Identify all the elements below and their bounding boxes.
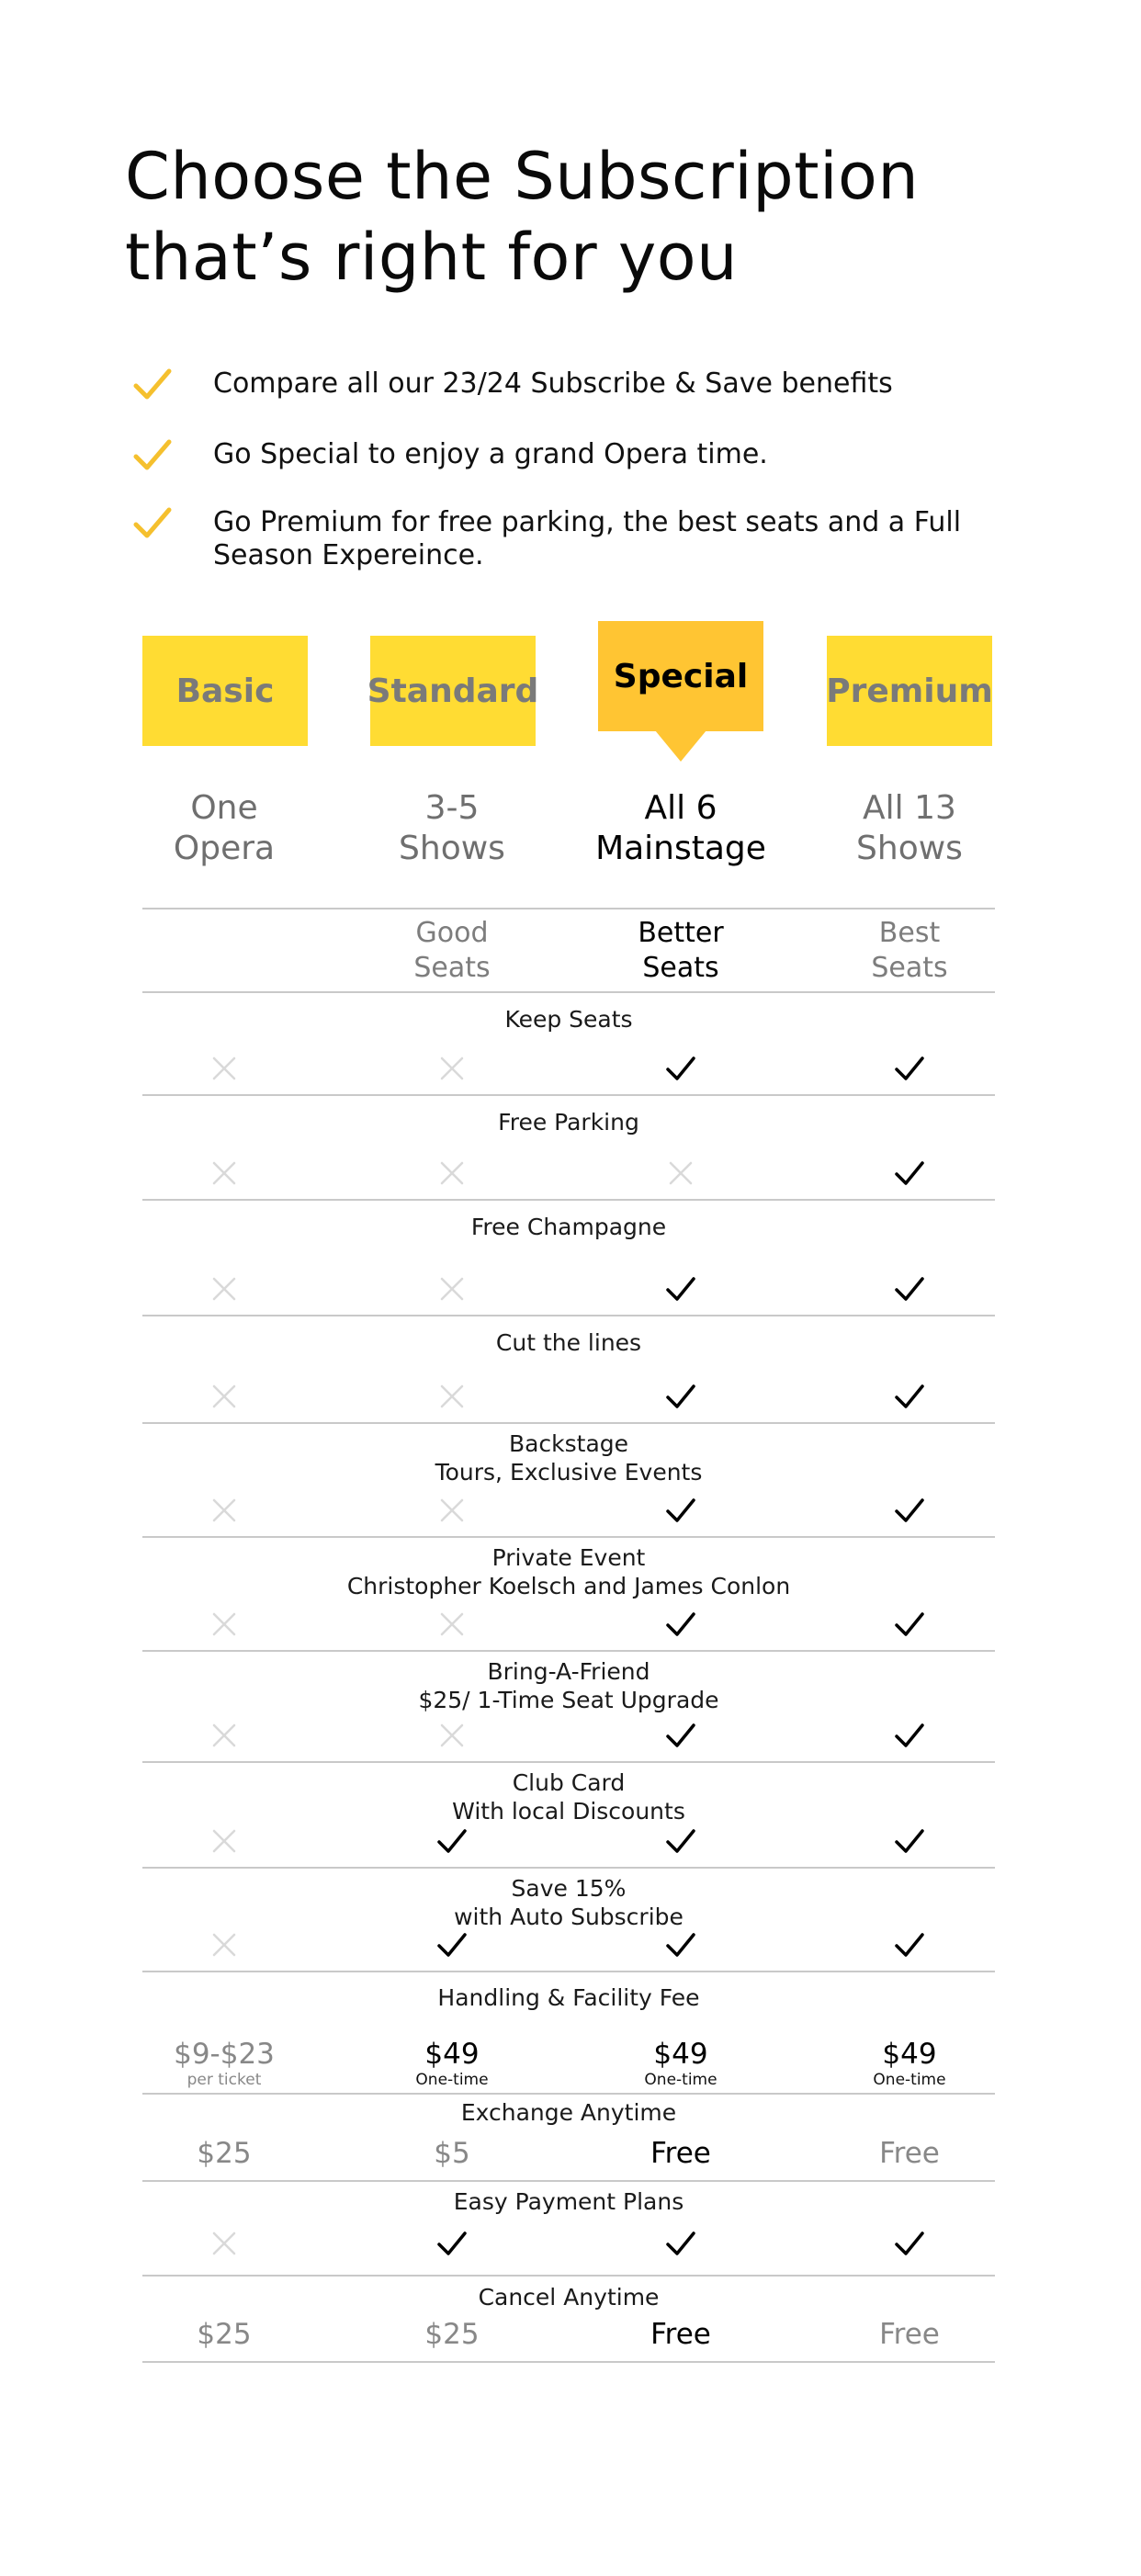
seats-line: Good [415, 917, 489, 949]
cancel-value-special: Free [650, 2318, 711, 2351]
check-icon [662, 1492, 699, 1529]
plan-subtitle-line: 3-5 [424, 789, 480, 827]
feature-label-line: Cut the lines [495, 1329, 642, 1356]
x-icon [206, 1823, 243, 1859]
check-icon [662, 1926, 699, 1963]
check-icon [891, 1492, 928, 1529]
plan-subtitle-basic [109, 788, 339, 869]
x-icon [206, 1717, 243, 1754]
plan-subtitle-line: Opera [173, 830, 276, 867]
exchange-value-standard: $5 [434, 2137, 470, 2170]
feature-label-line: Club Card [512, 1769, 626, 1796]
feature-label [142, 1005, 995, 1034]
plan-tab-label: Special [613, 657, 749, 695]
plan-tab-label: Basic [175, 672, 275, 710]
feature-label-payment [142, 2187, 995, 2216]
check-icon [132, 436, 173, 477]
check-icon [662, 1271, 699, 1307]
x-icon [434, 1606, 470, 1643]
check-icon [891, 1717, 928, 1754]
price-amount: $49 [882, 2038, 937, 2071]
x-icon [206, 1606, 243, 1643]
feature-label-line: Backstage [508, 1430, 629, 1457]
plan-subtitle-line: All 6 [644, 789, 717, 827]
divider [142, 1199, 995, 1201]
feature-label-line: Tours, Exclusive Events [435, 1459, 703, 1486]
check-icon [891, 1155, 928, 1192]
price-note: One-time [644, 2071, 717, 2089]
check-icon [434, 1823, 470, 1859]
benefits-list [125, 367, 1007, 610]
check-icon [662, 2225, 699, 2262]
feature-label-line: Keep Seats [504, 1006, 633, 1033]
feature-label-line: Cancel Anytime [478, 2284, 660, 2310]
exchange-value-special: Free [650, 2137, 711, 2170]
check-icon [662, 1606, 699, 1643]
feature-label [142, 1108, 995, 1136]
check-icon [891, 1378, 928, 1415]
divider [142, 991, 995, 993]
feature-label-line: Easy Payment Plans [453, 2188, 684, 2215]
x-icon [434, 1155, 470, 1192]
x-icon [206, 1378, 243, 1415]
seats-premium [795, 916, 1024, 986]
feature-label-line: Handling & Facility Fee [437, 1984, 700, 2011]
check-icon [891, 1926, 928, 1963]
price-amount: $49 [424, 2038, 480, 2071]
feature-label-line: Free Champagne [470, 1214, 667, 1240]
feature-label [142, 1768, 995, 1825]
feature-label-exchange [142, 2098, 995, 2127]
x-icon [206, 1926, 243, 1963]
check-icon [434, 1926, 470, 1963]
page-title-line-1: Choose the Subscription [125, 139, 920, 214]
selected-plan-pointer [655, 730, 706, 762]
plan-tab-basic[interactable] [142, 636, 308, 746]
plan-subtitle-standard [337, 788, 567, 869]
feature-label-line: $25/ 1-Time Seat Upgrade [418, 1687, 719, 1713]
feature-label [142, 1429, 995, 1486]
plan-tab-premium[interactable] [827, 636, 992, 746]
plan-tab-special[interactable] [598, 621, 763, 731]
price-amount: $9-$23 [174, 2038, 275, 2071]
feature-label-handling [142, 1983, 995, 2012]
benefit-item [125, 367, 1007, 401]
check-icon [662, 1823, 699, 1859]
cancel-value-basic: $25 [197, 2318, 252, 2351]
cancel-value-standard: $25 [424, 2318, 480, 2351]
divider [142, 1867, 995, 1869]
benefit-text: Go Special to enjoy a grand Opera time. [213, 438, 768, 470]
feature-label-line: Exchange Anytime [460, 2099, 677, 2126]
check-icon [132, 366, 173, 406]
x-icon [434, 1050, 470, 1087]
divider [142, 2275, 995, 2277]
seats-line: Seats [413, 952, 491, 984]
page-title [125, 136, 1044, 298]
feature-label-line: Free Parking [498, 1109, 639, 1135]
divider [142, 1422, 995, 1424]
check-icon [434, 2225, 470, 2262]
x-icon [434, 1271, 470, 1307]
check-icon [132, 504, 173, 545]
check-icon [891, 1823, 928, 1859]
plan-subtitle-line: One [190, 789, 258, 827]
plan-tab-label: Premium [826, 672, 993, 710]
plan-subtitle-premium [795, 788, 1024, 869]
check-icon [662, 1050, 699, 1087]
x-icon [206, 1492, 243, 1529]
handling-price-basic [109, 2038, 339, 2089]
divider [142, 2361, 995, 2363]
feature-label-line: Private Event [491, 1544, 646, 1571]
handling-price-premium [795, 2038, 1024, 2089]
x-icon [206, 1155, 243, 1192]
plan-subtitle-line: All 13 [863, 789, 956, 827]
feature-label [142, 1213, 995, 1241]
plan-subtitle-special [566, 788, 796, 869]
seats-line: Seats [871, 952, 948, 984]
divider [142, 1094, 995, 1096]
feature-label [142, 1874, 995, 1931]
feature-label [142, 1543, 995, 1600]
exchange-value-premium: Free [879, 2137, 940, 2170]
feature-label-cancel [142, 2283, 995, 2311]
feature-label-line: Christopher Koelsch and James Conlon [346, 1573, 791, 1599]
plan-subtitle-line: Shows [856, 830, 963, 867]
divider [142, 1761, 995, 1763]
feature-label-line: With local Discounts [452, 1798, 685, 1825]
seats-line: Better [638, 917, 724, 949]
check-icon [891, 1606, 928, 1643]
benefit-item [125, 438, 1007, 471]
price-note: One-time [415, 2071, 489, 2089]
feature-label [142, 1657, 995, 1714]
divider [142, 1536, 995, 1538]
divider [142, 1315, 995, 1316]
x-icon [434, 1378, 470, 1415]
plan-subtitle-line: Shows [399, 830, 505, 867]
benefit-item [125, 506, 1007, 572]
feature-label-line: Save 15% [511, 1875, 627, 1902]
price-note: per ticket [186, 2071, 262, 2089]
feature-label-line: Bring-A-Friend [487, 1658, 650, 1685]
price-amount: $49 [653, 2038, 708, 2071]
benefit-text: Go Premium for free parking, the best seats and a Full Season Expereince. [213, 506, 962, 571]
page-title-line-2: that’s right for you [125, 220, 738, 295]
x-icon [206, 2225, 243, 2262]
seats-line: Best [878, 917, 941, 949]
price-note: One-time [873, 2071, 946, 2089]
seats-line: Seats [642, 952, 719, 984]
check-icon [891, 2225, 928, 2262]
x-icon [434, 1717, 470, 1754]
check-icon [891, 1050, 928, 1087]
x-icon [206, 1271, 243, 1307]
check-icon [662, 1717, 699, 1754]
divider [142, 2180, 995, 2182]
x-icon [434, 1492, 470, 1529]
check-icon [891, 1271, 928, 1307]
plan-tab-label: Standard [367, 672, 539, 710]
exchange-value-basic: $25 [197, 2137, 252, 2170]
seats-standard [337, 916, 567, 986]
plan-tab-standard[interactable] [367, 636, 539, 746]
handling-price-standard [337, 2038, 567, 2089]
x-icon [206, 1050, 243, 1087]
divider [142, 1971, 995, 1972]
benefit-text: Compare all our 23/24 Subscribe & Save benefits [213, 367, 893, 400]
cancel-value-premium: Free [879, 2318, 940, 2351]
plan-subtitle-line: Mainstage [595, 830, 766, 867]
divider [142, 908, 995, 910]
divider [142, 2093, 995, 2095]
handling-price-special [566, 2038, 796, 2089]
feature-label [142, 1328, 995, 1357]
divider [142, 1650, 995, 1652]
x-icon [662, 1155, 699, 1192]
check-icon [662, 1378, 699, 1415]
seats-special [566, 916, 796, 986]
feature-label-line: with Auto Subscribe [454, 1904, 683, 1930]
